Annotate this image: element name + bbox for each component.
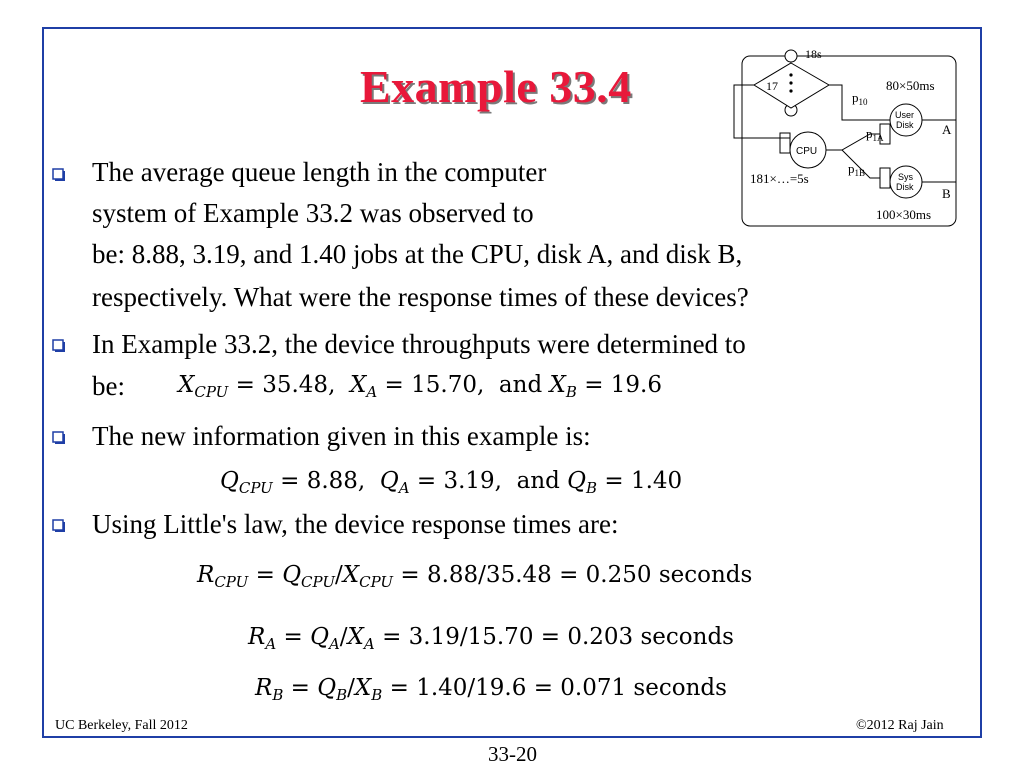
terminal-circle-top <box>785 50 797 62</box>
slide-number: 33-20 <box>488 742 537 766</box>
bullet-3-line-1: The new information given in this example is: <box>92 421 591 451</box>
svg-text:Disk: Disk <box>896 120 914 130</box>
bullet-1-line-4: respectively. What were the response times of these devices? <box>92 282 749 312</box>
footer-course: UC Berkeley, Fall 2012 <box>55 718 188 733</box>
disk-a-letter: A <box>942 122 952 137</box>
slide-title: Example 33.4 <box>360 61 632 112</box>
bullet-1-line-3: be: 8.88, 3.19, and 1.40 jobs at the CPU, disk A, and disk B, <box>92 239 743 269</box>
svg-text:p1B: $p_{1B}$ <box>848 161 866 178</box>
queue-length-equation: $Q_{CPU} = 8.88$, $Q_A = 3.19$, and $Q_B = 1.40$ <box>220 468 683 497</box>
disk-b-letter: B <box>942 186 951 201</box>
cpu-demand-label: 181×…=5s <box>750 171 809 186</box>
svg-text:Disk: Disk <box>896 182 914 192</box>
bullet-square-icon <box>52 339 66 353</box>
p10-label: p <box>852 90 859 105</box>
p1a-label: p <box>866 126 873 141</box>
svg-text:Sys: Sys <box>898 172 914 182</box>
think-time-label: 18s <box>805 47 822 61</box>
response-time-a-equation: $R_A = Q_A/X_A = 3.19/15.70 = 0.203$ seconds <box>248 624 734 653</box>
disk-a-demand: 80×50ms <box>886 78 935 93</box>
footer-copyright: ©2012 Raj Jain <box>856 718 944 733</box>
terminal-count-label: 17 <box>766 79 778 93</box>
bullet-1-line-1: The average queue length in the computer <box>92 157 547 187</box>
response-time-b-equation: $R_B = Q_B/X_B = 1.40/19.6 = 0.071$ seconds <box>255 675 727 704</box>
throughput-equation: $X_{CPU} = 35.48$, $X_A = 15.70$, and $X_B = 19.6$ <box>178 372 662 401</box>
p1b-label: p <box>848 161 855 176</box>
bullet-2-line-2: be: <box>92 371 125 401</box>
bullet-square-icon <box>52 431 66 445</box>
bullet-1-line-2: system of Example 33.2 was observed to <box>92 198 534 228</box>
svg-text:User: User <box>895 110 915 120</box>
bullet-4-line-1: Using Little's law, the device response times are: <box>92 509 619 539</box>
response-time-cpu-equation: $R_{CPU} = Q_{CPU}/X_{CPU} = 8.88/35.48 = 0.250$ seconds <box>197 562 753 591</box>
bullet-square-icon <box>52 168 66 182</box>
svg-text:p1A: $p_{1A}$ <box>866 126 884 143</box>
bullet-2-line-1: In Example 33.2, the device throughputs were determined to <box>92 329 746 359</box>
svg-text:p10: $p_{10}$ <box>852 90 868 107</box>
cpu-label: CPU <box>796 146 818 157</box>
queueing-network-diagram <box>730 38 962 230</box>
disk-b-demand: 100×30ms <box>876 207 932 222</box>
bullet-square-icon <box>52 519 66 533</box>
